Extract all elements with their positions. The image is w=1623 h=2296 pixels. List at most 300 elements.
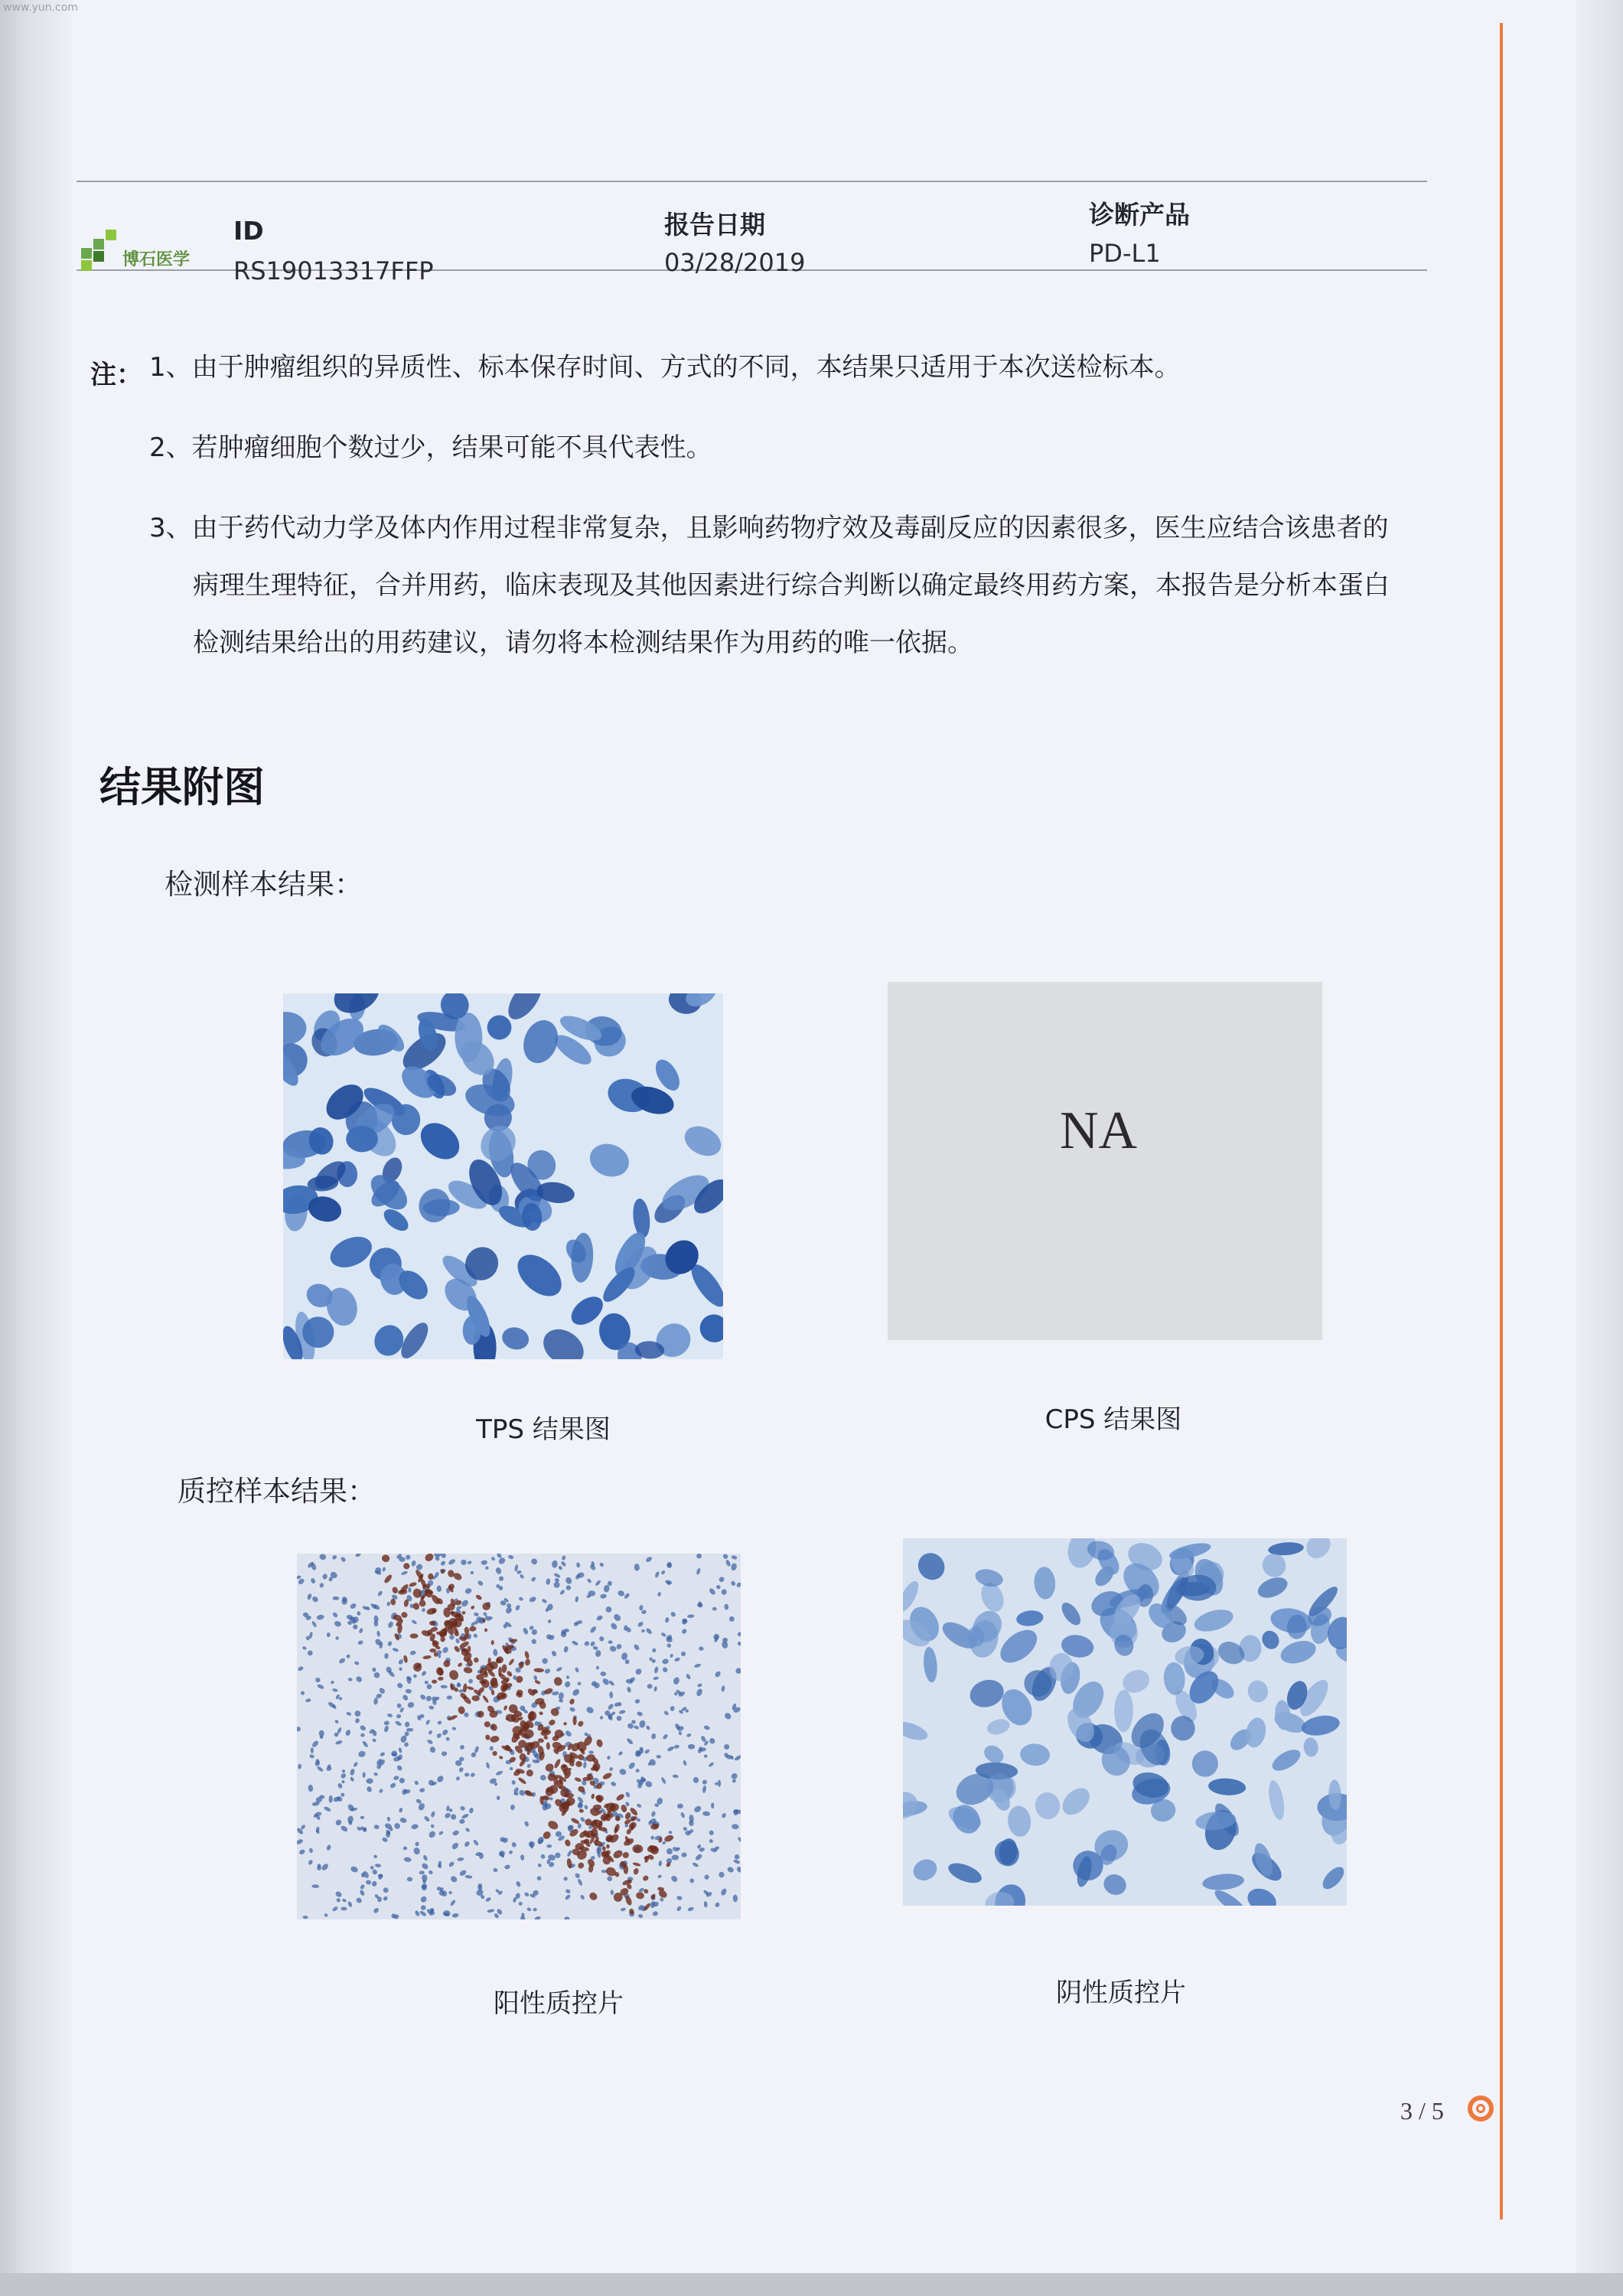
nucleus — [566, 1850, 572, 1857]
nucleus — [419, 1910, 428, 1917]
positive-stain — [476, 1710, 486, 1720]
nucleus — [607, 1756, 611, 1760]
nucleus — [355, 1675, 363, 1684]
nucleus — [610, 1781, 617, 1787]
nucleus — [438, 1831, 445, 1836]
negative-qc-caption: 阴性质控片 — [1056, 1978, 1186, 2008]
tps-result-image — [283, 993, 723, 1359]
positive-stain — [490, 1723, 499, 1732]
nucleus — [724, 1603, 728, 1610]
nucleus — [386, 1816, 391, 1821]
nucleus — [396, 1682, 404, 1690]
nucleus — [986, 1717, 1012, 1737]
nucleus — [595, 1614, 603, 1621]
nucleus — [444, 1812, 451, 1819]
nucleus — [519, 1574, 524, 1579]
nucleus — [537, 1863, 543, 1868]
nucleus — [354, 1661, 360, 1666]
nucleus — [575, 1596, 579, 1602]
nucleus — [383, 1896, 389, 1902]
nucleus — [436, 1775, 445, 1784]
nucleus — [553, 1573, 561, 1579]
nucleus — [486, 1014, 513, 1042]
nucleus — [311, 1595, 320, 1603]
nucleus — [514, 1564, 519, 1572]
nucleus — [422, 1854, 429, 1861]
nucleus — [373, 1854, 377, 1859]
id-value: RS19013317FFP — [233, 256, 434, 285]
nucleus — [387, 1641, 393, 1647]
nucleus — [624, 1659, 630, 1665]
nucleus — [529, 1596, 537, 1603]
nucleus — [712, 1633, 720, 1641]
nucleus — [354, 1717, 360, 1724]
nucleus — [735, 1667, 741, 1675]
nucleus — [423, 1815, 431, 1822]
positive-stain — [381, 1554, 391, 1563]
nucleus — [317, 1684, 324, 1690]
nucleus — [565, 1730, 573, 1738]
nucleus — [302, 1646, 308, 1651]
nucleus — [311, 1740, 319, 1748]
positive-stain — [539, 1711, 544, 1716]
nucleus — [577, 1878, 583, 1887]
nucleus — [437, 1720, 442, 1725]
nucleus — [644, 1749, 650, 1755]
nucleus — [737, 1631, 741, 1637]
nucleus — [681, 1852, 687, 1857]
nucleus — [565, 1889, 571, 1894]
page-marker-icon — [1468, 2095, 1494, 2122]
nucleus — [442, 1728, 449, 1736]
nucleus — [546, 1578, 551, 1585]
nucleus — [340, 1773, 347, 1779]
nucleus — [599, 1562, 605, 1567]
nucleus — [536, 1876, 543, 1881]
nucleus — [341, 1769, 346, 1773]
nucleus — [493, 1649, 498, 1656]
nucleus — [585, 1139, 634, 1182]
nucleus — [714, 1670, 722, 1678]
nucleus — [398, 1658, 405, 1665]
nucleus — [402, 1846, 407, 1851]
nucleus — [395, 1720, 402, 1727]
nucleus — [371, 1868, 378, 1875]
nucleus — [419, 1694, 427, 1701]
nucleus — [399, 1778, 405, 1783]
nucleus — [536, 1322, 590, 1359]
positive-stain — [506, 1670, 513, 1678]
nucleus — [552, 1691, 559, 1695]
nucleus — [336, 1897, 341, 1903]
nucleus — [565, 1585, 572, 1591]
positive-stain — [475, 1594, 483, 1601]
positive-stain — [469, 1626, 477, 1632]
nucleus — [571, 1640, 578, 1646]
positive-stain — [422, 1655, 432, 1659]
nucleus — [653, 1686, 657, 1692]
nucleus — [448, 1861, 455, 1867]
nucleus — [459, 1744, 465, 1750]
nucleus — [541, 1598, 547, 1604]
nucleus — [608, 1766, 613, 1772]
nucleus — [373, 1825, 380, 1830]
nucleus — [470, 1773, 476, 1778]
nucleus — [470, 1570, 474, 1575]
positive-stain — [569, 1698, 575, 1706]
nucleus — [340, 1556, 347, 1563]
nucleus — [530, 1638, 537, 1645]
nucleus — [460, 1805, 466, 1811]
nucleus — [697, 1603, 704, 1608]
nucleus — [555, 1831, 562, 1837]
nucleus — [618, 1710, 626, 1715]
nucleus — [1100, 1871, 1129, 1899]
nucleus — [297, 1726, 301, 1733]
nucleus — [362, 1740, 369, 1748]
nucleus — [324, 1913, 328, 1917]
nucleus — [731, 1555, 738, 1561]
nucleus — [681, 1628, 688, 1635]
nucleus — [393, 1775, 400, 1780]
nucleus — [298, 1763, 302, 1769]
nucleus — [406, 1728, 413, 1732]
nucleus — [715, 1584, 721, 1590]
nucleus — [359, 1889, 365, 1896]
nucleus — [737, 1836, 741, 1843]
nucleus — [426, 1684, 432, 1690]
nucleus — [1191, 1606, 1236, 1636]
positive-qc-caption: 阳性质控片 — [494, 1988, 624, 2019]
nucleus — [633, 1643, 640, 1651]
nucleus — [464, 1587, 473, 1595]
report-date-value: 03/28/2019 — [664, 248, 806, 277]
nucleus — [662, 1666, 669, 1673]
nucleus — [703, 1725, 710, 1730]
nucleus — [428, 1870, 434, 1875]
positive-stain — [525, 1769, 534, 1778]
positive-stain — [481, 1601, 492, 1612]
nucleus — [357, 1611, 361, 1616]
nucleus — [373, 1615, 379, 1623]
nucleus — [445, 1737, 451, 1742]
nucleus — [737, 1641, 741, 1646]
note-item-3-line-2: 病理生理特征，合并用药，临床表现及其他因素进行综合判断以确定最终用药方案，本报告是分析本蛋白 — [193, 570, 1390, 601]
nucleus — [670, 1705, 676, 1711]
nucleus — [609, 1645, 618, 1652]
nucleus — [498, 1850, 507, 1858]
nucleus — [335, 1740, 343, 1745]
nucleus — [694, 1663, 702, 1668]
nucleus — [327, 1632, 331, 1637]
nucleus — [678, 1731, 682, 1736]
nucleus — [307, 1593, 313, 1600]
watermark: www.yun.com — [3, 2, 78, 14]
nucleus — [355, 1896, 363, 1904]
nucleus — [389, 1782, 397, 1789]
nucleus — [360, 1883, 366, 1890]
nucleus — [508, 1850, 513, 1855]
nucleus — [734, 1854, 741, 1861]
positive-stain — [633, 1867, 640, 1875]
nucleus — [599, 1636, 605, 1642]
nucleus — [398, 1747, 402, 1753]
nucleus — [692, 1862, 699, 1868]
nucleus — [354, 1710, 362, 1718]
nucleus — [657, 1755, 661, 1759]
nucleus — [403, 1857, 412, 1862]
nucleus — [734, 1754, 741, 1762]
nucleus — [676, 1896, 683, 1901]
nucleus — [652, 1648, 657, 1653]
nucleus — [1319, 1864, 1347, 1893]
nucleus — [703, 1901, 708, 1908]
logo-text: 博石医学 — [122, 250, 191, 269]
nucleus — [559, 1589, 565, 1595]
nucleus — [493, 1867, 498, 1872]
nucleus — [495, 1770, 504, 1776]
positive-stain — [642, 1874, 650, 1882]
nucleus — [455, 1776, 460, 1781]
nucleus — [383, 1887, 389, 1893]
positive-stain — [546, 1742, 550, 1750]
nucleus — [421, 1862, 429, 1870]
nucleus — [595, 1649, 601, 1657]
nucleus — [551, 1650, 557, 1657]
nucleus — [380, 1205, 412, 1235]
nucleus — [515, 1880, 521, 1887]
nucleus — [461, 1599, 470, 1608]
nucleus — [518, 1789, 526, 1797]
nucleus — [387, 1713, 393, 1717]
nucleus — [589, 1626, 598, 1634]
nucleus — [474, 1746, 479, 1753]
nucleus — [580, 1894, 585, 1900]
nucleus — [429, 1746, 436, 1753]
nucleus — [497, 1557, 507, 1566]
note-item-3: 3、由于药代动力学及体内作用过程非常复杂，且影响药物疗效及毒副反应的因素很多，医生应结合该患者的 — [149, 513, 1389, 543]
positive-stain — [410, 1633, 419, 1638]
nucleus — [724, 1744, 729, 1750]
nucleus — [1266, 1779, 1287, 1821]
nucleus — [413, 1116, 466, 1167]
nucleus — [650, 1835, 655, 1840]
nucleus — [350, 1776, 355, 1782]
nucleus — [1278, 1637, 1318, 1668]
nucleus — [399, 1667, 402, 1671]
nucleus — [671, 1854, 679, 1860]
positive-stain — [606, 1844, 610, 1848]
nucleus — [352, 1624, 358, 1630]
positive-stain — [632, 1844, 643, 1854]
nucleus — [637, 1711, 644, 1717]
nucleus — [666, 1562, 673, 1569]
nucleus — [554, 1577, 560, 1583]
nucleus — [618, 1768, 627, 1776]
nucleus — [583, 1762, 587, 1769]
nucleus — [419, 1788, 425, 1793]
positive-stain — [391, 1587, 399, 1595]
nucleus — [722, 1589, 727, 1595]
nucleus — [670, 1653, 674, 1658]
nucleus — [1006, 1805, 1032, 1838]
nucleus — [641, 1629, 646, 1632]
nucleus — [693, 1805, 702, 1814]
positive-stain — [412, 1602, 420, 1610]
nucleus — [307, 1650, 313, 1656]
nucleus — [402, 1694, 409, 1701]
nucleus — [341, 1898, 347, 1903]
nucleus — [696, 1554, 702, 1559]
cps-caption: CPS 结果图 — [1045, 1404, 1182, 1435]
nucleus — [447, 1695, 453, 1700]
positive-stain — [534, 1679, 541, 1685]
positive-stain — [563, 1722, 567, 1726]
nucleus — [350, 1865, 359, 1873]
nucleus — [511, 1841, 517, 1848]
nucleus — [523, 1821, 530, 1828]
nucleus — [468, 1807, 474, 1813]
positive-stain — [461, 1610, 466, 1615]
nucleus — [721, 1812, 727, 1818]
nucleus — [530, 1557, 538, 1565]
nucleus — [726, 1866, 735, 1874]
nucleus — [457, 1857, 464, 1862]
nucleus — [428, 1779, 435, 1787]
nucleus — [421, 1607, 425, 1613]
nucleus — [417, 1802, 425, 1812]
positive-stain — [503, 1705, 507, 1711]
nucleus — [692, 1776, 699, 1785]
nucleus — [391, 1750, 398, 1757]
scan-bottom-edge — [0, 2273, 1623, 2296]
nucleus — [407, 1877, 413, 1881]
nucleus — [523, 1892, 530, 1897]
nucleus — [637, 1913, 643, 1919]
nucleus — [429, 1705, 435, 1710]
nucleus — [913, 1548, 950, 1585]
nucleus — [533, 1908, 536, 1912]
nucleus — [609, 1691, 613, 1698]
nucleus — [440, 1560, 446, 1566]
nucleus — [697, 1683, 702, 1688]
nucleus — [552, 1560, 559, 1568]
positive-stain — [424, 1554, 435, 1563]
nucleus — [617, 1590, 625, 1597]
nucleus — [670, 1874, 679, 1883]
nucleus — [510, 1247, 569, 1304]
positive-stain — [490, 1735, 500, 1743]
nucleus — [595, 1580, 601, 1587]
positive-stain — [524, 1651, 530, 1659]
nucleus — [311, 1620, 318, 1628]
nucleus — [634, 1564, 640, 1571]
nucleus — [631, 1198, 652, 1239]
nucleus — [708, 1762, 715, 1768]
nucleus — [349, 1603, 357, 1610]
positive-stain — [577, 1720, 585, 1727]
nucleus — [736, 1866, 741, 1874]
nucleus — [381, 1837, 388, 1843]
nucleus — [645, 1627, 653, 1635]
nucleus — [709, 1838, 714, 1844]
nucleus — [1201, 1872, 1245, 1892]
nucleus — [541, 1657, 548, 1665]
nucleus — [319, 1554, 327, 1561]
nucleus — [665, 1580, 673, 1585]
nucleus — [309, 1753, 315, 1759]
nucleus — [326, 1844, 331, 1851]
nucleus — [387, 1621, 394, 1629]
nucleus — [477, 1580, 484, 1587]
positive-stain — [578, 1808, 584, 1813]
nucleus — [704, 1874, 710, 1880]
nucleus — [316, 1614, 324, 1620]
nucleus — [425, 1719, 430, 1725]
nucleus — [732, 1824, 739, 1830]
nucleus — [359, 1724, 367, 1731]
nucleus — [401, 1570, 409, 1576]
nucleus — [522, 1627, 529, 1636]
nucleus — [624, 1592, 631, 1600]
nucleus — [621, 1652, 628, 1660]
nucleus — [910, 1855, 940, 1884]
nucleus — [606, 1875, 613, 1881]
nucleus — [607, 1703, 614, 1711]
nucleus — [416, 1186, 453, 1225]
nucleus — [461, 1559, 467, 1565]
nucleus — [366, 1786, 373, 1792]
nucleus — [334, 1719, 340, 1724]
nucleus — [1255, 1574, 1291, 1602]
nucleus — [922, 1646, 938, 1683]
nucleus — [1033, 1566, 1057, 1600]
nucleus — [653, 1676, 659, 1680]
nucleus — [612, 1613, 621, 1623]
nucleus — [1207, 1777, 1246, 1796]
nucleus — [384, 1653, 389, 1659]
nucleus — [677, 1804, 683, 1809]
nucleus — [702, 1811, 710, 1816]
nucleus — [328, 1795, 333, 1803]
nucleus — [666, 1746, 675, 1753]
nucleus — [709, 1830, 715, 1836]
nucleus — [360, 1733, 365, 1737]
nucleus — [620, 1907, 626, 1912]
nucleus — [575, 1667, 579, 1673]
nucleus — [449, 1899, 456, 1906]
nucleus — [638, 1887, 644, 1893]
nucleus — [323, 1805, 331, 1812]
nucleus — [584, 1640, 590, 1646]
nucleus — [653, 1666, 659, 1674]
nucleus — [533, 1675, 538, 1681]
nucleus — [406, 1689, 412, 1694]
positive-stain — [548, 1718, 556, 1727]
nucleus — [419, 1870, 425, 1874]
positive-stain — [601, 1772, 612, 1781]
nucleus — [414, 1780, 419, 1786]
nucleus — [689, 1878, 695, 1883]
nucleus — [340, 1792, 345, 1798]
nucleus — [588, 1750, 594, 1754]
nucleus — [334, 1890, 343, 1898]
nucleus — [587, 1578, 592, 1583]
nucleus — [401, 1789, 407, 1795]
nucleus — [414, 1841, 419, 1847]
nucleus — [376, 1630, 381, 1637]
positive-stain — [457, 1662, 463, 1668]
